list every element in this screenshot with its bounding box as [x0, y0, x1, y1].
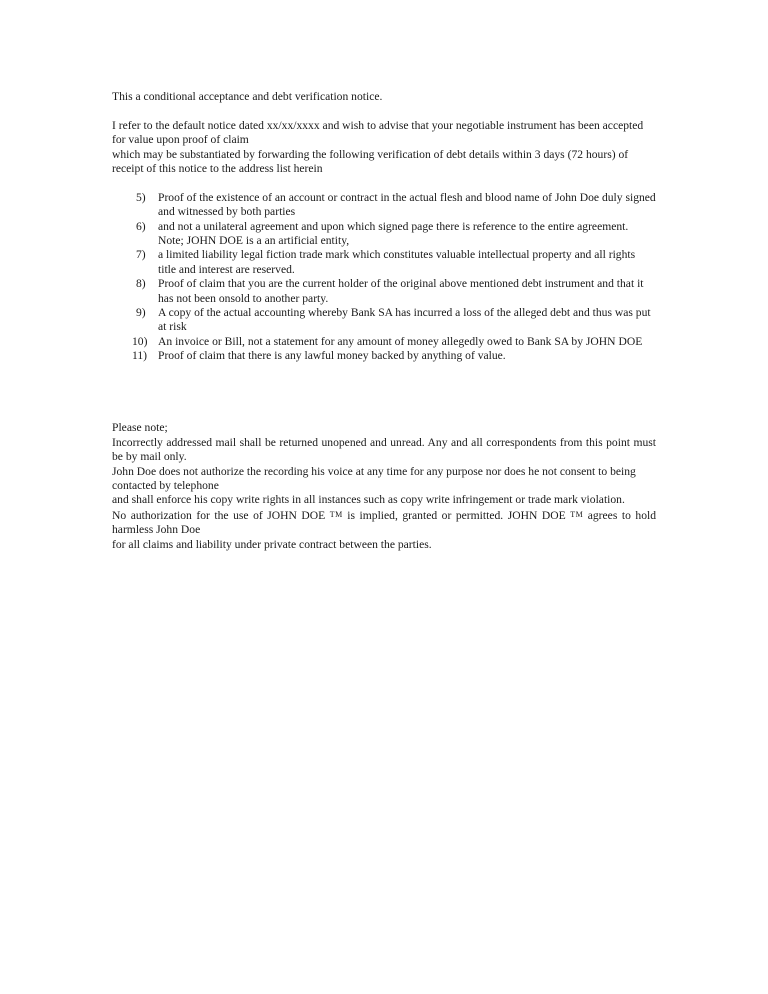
list-item-text: An invoice or Bill, not a statement for any amount of money allegedly owed to Bank SA by JOHN DOE — [158, 334, 643, 348]
list-item — [136, 306, 656, 335]
list-item — [132, 334, 656, 349]
list-item-number: 11) — [132, 349, 148, 363]
list-item-number: 5) — [136, 190, 146, 204]
list-item — [136, 248, 656, 277]
list-item-text: Proof of claim that there is any lawful money backed by anything of value. — [158, 349, 506, 363]
list-item-text: A copy of the actual accounting whereby Bank SA has incurred a loss of the alleged debt and thus was put at risk — [158, 306, 651, 334]
notes-section — [112, 421, 656, 552]
list-item — [136, 277, 656, 306]
list-item — [136, 191, 656, 220]
intro-line: This a conditional acceptance and debt verification notice. — [112, 90, 383, 103]
list-item-number: 6) — [136, 219, 146, 233]
notes-liability-policy: for all claims and liability under private contract between the parties. — [112, 537, 432, 551]
paragraph-verification-request: which may be substantiated by forwarding the following verification of debt details within 3 days (72 hours) of receipt of this notice to the address list herein — [112, 147, 629, 176]
list-item-text: a limited liability legal fiction trade mark which constitutes valuable intellectual property and all rights title and interest are reserved. — [158, 248, 636, 276]
list-item-number: 9) — [136, 306, 146, 320]
list-item-text: Proof of claim that you are the current holder of the original above mentioned debt instrument and that it has not been onsold to another party. — [158, 277, 644, 305]
notes-mail-policy: Incorrectly addressed mail shall be returned unopened and unread. Any and all correspondents from this point must be by mail only. — [112, 435, 656, 464]
list-item-number: 8) — [136, 277, 146, 291]
trademark-symbol: TM — [570, 509, 584, 519]
notes-heading: Please note; — [112, 421, 168, 435]
notes-copyright-policy: and shall enforce his copy write rights in all instances such as copy write infringement or trade mark violation. — [112, 493, 625, 507]
list-item-text: and not a unilateral agreement and upon which signed page there is reference to the entire agreement. Note; JOHN DOE is a an artificial entity, — [158, 219, 629, 248]
list-item — [136, 220, 656, 249]
list-item-number: 10) — [132, 334, 148, 348]
notes-authorization-part-b: is implied, granted or permitted. JOHN DOE — [342, 508, 571, 522]
notes-authorization-part-c: agrees to hold harmless John Doe — [112, 508, 657, 537]
list-item-text: Proof of the existence of an account or contract in the actual flesh and blood name of John Doe duly signed and witnessed by both parties — [158, 190, 656, 219]
notes-authorization-part-a: No authorization for the use of JOHN DOE — [112, 508, 330, 522]
paragraph-default-notice: I refer to the default notice dated xx/xx/xxxx and wish to advise that your negotiable instrument has been accepted for value upon proof of claim — [112, 118, 644, 147]
list-item-number: 7) — [136, 248, 146, 262]
trademark-symbol: TM — [329, 509, 343, 519]
list-item — [132, 349, 656, 363]
notes-authorization-policy — [112, 508, 656, 538]
verification-list — [112, 191, 656, 364]
document-page — [112, 90, 656, 552]
notes-recording-policy: John Doe does not authorize the recording his voice at any time for any purpose nor does he not consent to being contacted by telephone — [112, 464, 636, 492]
